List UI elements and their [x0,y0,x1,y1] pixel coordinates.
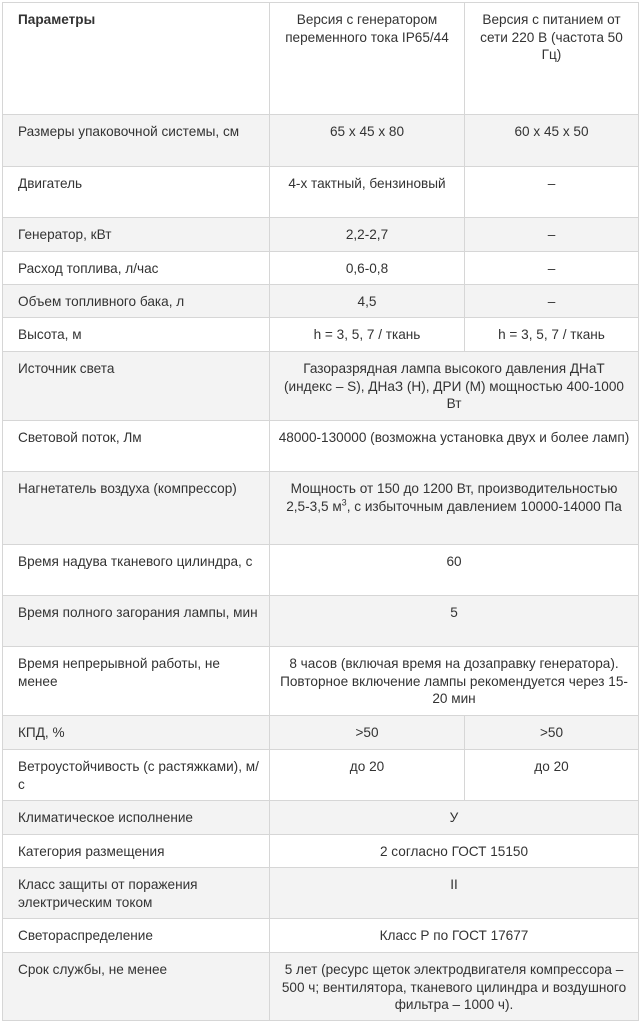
row-value-shared: 8 часов (включая время на дозаправку генератора). Повторное включение лампы рекомендуется через 15-20 мин [270,647,639,716]
row-param: Класс защиты от поражения электрическим током [3,868,270,919]
row-value-mains: – [465,218,639,252]
row-value-shared: Газоразрядная лампа высокого давления ДНаТ (индекс – S), ДНаЗ (Н), ДРИ (М) мощностью 400-1000 Вт [270,352,639,421]
table-row [3,647,639,716]
row-value-shared: 5 лет (ресурс щеток электродвигателя компрессора – 500 ч; вентилятора, тканевого цилиндра и воздушного фильтра – 1000 ч). [270,953,639,1021]
row-value-shared: 5 [270,596,639,647]
compressor-text-end: , с избыточным давлением 10000-14000 Па [346,498,622,514]
row-param: Световой поток, Лм [3,421,270,472]
table-row [3,919,639,953]
row-value-generator: 4-х тактный, бензиновый [270,167,465,218]
table-row [3,545,639,596]
row-value-mains: – [465,285,639,318]
row-value-shared: 48000-130000 (возможна установка двух и более ламп) [270,421,639,472]
row-value-shared: II [270,868,639,919]
header-generator-version: Версия с генератором переменного тока IP65/44 [270,3,465,115]
row-param: Высота, м [3,318,270,352]
row-param: КПД, % [3,716,270,750]
row-value-generator: 65 х 45 х 80 [270,115,465,167]
row-value-shared: 60 [270,545,639,596]
table-row [3,167,639,218]
row-value-shared: 2 согласно ГОСТ 15150 [270,835,639,868]
row-value-shared: Класс Р по ГОСТ 17677 [270,919,639,953]
table-row [3,953,639,1021]
row-param: Генератор, кВт [3,218,270,252]
row-param: Время непрерывной работы, не менее [3,647,270,716]
row-value-shared [270,472,639,545]
row-value-generator: до 20 [270,750,465,801]
row-param: Время надува тканевого цилиндра, с [3,545,270,596]
row-value-shared: У [270,801,639,835]
row-value-mains: – [465,167,639,218]
table-row [3,115,639,167]
table-row [3,421,639,472]
table-row [3,750,639,801]
row-param: Климатическое исполнение [3,801,270,835]
row-param: Объем топливного бака, л [3,285,270,318]
row-param: Нагнетатель воздуха (компрессор) [3,472,270,545]
header-parameters: Параметры [3,3,270,115]
row-param: Ветроустойчивость (с растяжками), м/с [3,750,270,801]
table-row [3,285,639,318]
row-param: Двигатель [3,167,270,218]
table-header-row [3,3,639,115]
row-param: Категория размещения [3,835,270,868]
row-param: Светораспределение [3,919,270,953]
row-value-generator: 0,6-0,8 [270,252,465,285]
table-row [3,318,639,352]
table-row [3,716,639,750]
row-param: Срок службы, не менее [3,953,270,1021]
row-value-mains: >50 [465,716,639,750]
compressor-text-start: Мощность от 150 до 1200 Вт, производительностью 2,5-3,5 м [286,481,618,514]
table-row [3,472,639,545]
table-row [3,218,639,252]
table-row [3,801,639,835]
table-row [3,868,639,919]
row-value-generator: 4,5 [270,285,465,318]
row-param: Расход топлива, л/час [3,252,270,285]
row-param: Время полного загорания лампы, мин [3,596,270,647]
table-row [3,352,639,421]
row-value-mains: h = 3, 5, 7 / ткань [465,318,639,352]
table-row [3,835,639,868]
row-value-generator: h = 3, 5, 7 / ткань [270,318,465,352]
row-value-mains: до 20 [465,750,639,801]
row-value-mains: – [465,252,639,285]
cubic-superscript: 3 [341,496,347,507]
row-param: Размеры упаковочной системы, см [3,115,270,167]
table-row [3,596,639,647]
table-row [3,252,639,285]
specifications-table [2,2,639,1021]
row-value-mains: 60 х 45 х 50 [465,115,639,167]
header-mains-version: Версия с питанием от сети 220 В (частота 50 Гц) [465,3,639,115]
row-value-generator: 2,2-2,7 [270,218,465,252]
row-value-generator: >50 [270,716,465,750]
row-param: Источник света [3,352,270,421]
